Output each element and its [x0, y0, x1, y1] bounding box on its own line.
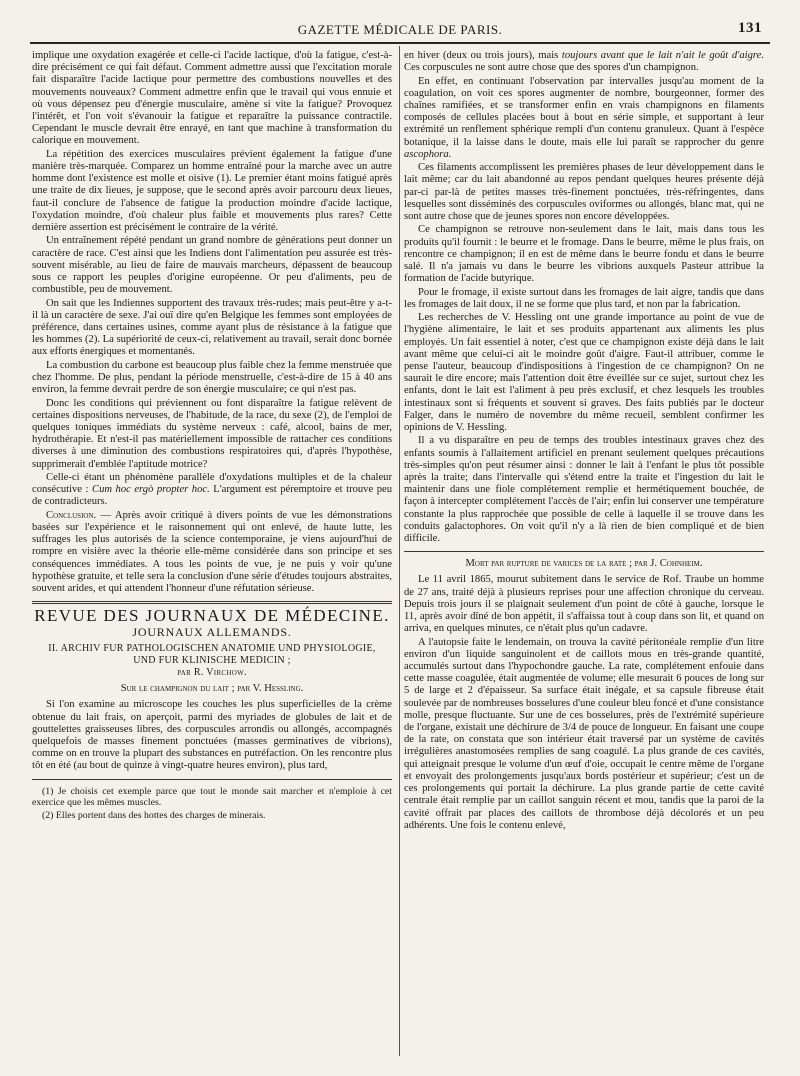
emphasis: toujours avant que le lait n'ait le goût d'aigre.: [561, 50, 765, 61]
paragraph: Ces filaments accomplissent les premières phases de leur développement dans le lait même; car du lait abandonné au repos pendant quelques heures présente déjà par-ci par-là de petites masses très-finement ponctuées, très-réfringentes, dans lesquelles sont disséminés des corpuscules oviformes ou allongés, blanc mat, qui ne sont autre chose que de jeunes spores non encore développées.: [404, 162, 764, 223]
journal-name-line: UND FUR KLINISCHE MEDICIN ;: [133, 654, 291, 666]
paragraph: [404, 76, 764, 161]
text-span: — Après avoir critiqué à divers points de vue les démonstrations basées sur l'expérience et le raisonnement qui ont enlevé, de haute lutte, les suffrages les plus autorisés de la science contemporaine, je viens aujourd'hui de rompre en visière avec la théorie elle-même considérée dans son principe et ses conséquences immédiates. A tous les points de vue, je ne puis y voir qu'une hypothèse gratuite, et telle sera la conclusion d'une série d'études toujours abstraites, souvent arides, et qui attendent l'honneur d'une réfutation sérieuse.: [32, 509, 392, 595]
section-divider: [404, 551, 764, 552]
paragraph: [32, 472, 392, 509]
paragraph: Si l'on examine au microscope les couches les plus superficielles de la crème obtenue du lait frais, on aperçoit, parmi des myriades de globules de lait et de gouttelettes graisseuses libres, des corpuscules arrondis ou allongés, accompagnés quelquefois de masses finement ponctuées (masses germinatives de vibrions), comme on en trouve la plupart des substances en putréfaction. On les rencontre plus tôt en été (au bout de quinze à vingt-quatre heures environ), plus tard,: [32, 699, 392, 772]
text-span: Ces corpuscules ne sont autre chose que des spores d'un champignon.: [404, 62, 699, 74]
paragraph: Un entraînement répété pendant un grand nombre de générations peut donner un caractère de race. C'est ainsi que les Indiens dont l'alimentation peu assurée est très-souvent misérable, au lieu de faire de mauvais marcheurs, dépassent de beaucoup sous ce rapport les peuples d'origine européenne. Or peu d'aliments, peu de combustible, peu de mouvement.: [32, 235, 392, 296]
latin-phrase: Cum hoc ergò propter hoc.: [92, 484, 210, 496]
text-span: Celle-ci étant un phénomène parallèle d'oxydations multiples et de la chaleur consécutive :: [32, 472, 392, 496]
article-title: Sur le champignon du lait ; par V. Hessling.: [120, 683, 304, 695]
paragraph: La combustion du carbone est beaucoup plus faible chez la femme menstruée que chez l'homme. De plus, pendant la période menstruelle, c'est-à-dire de 15 à 40 ans environ, la femme devrait perdre de son énergie musculaire; ce qui n'est pas.: [32, 359, 392, 396]
journal-name-line: II. ARCHIV FUR PATHOLOGISCHEN ANATOMIE UND PHYSIOLOGIE,: [48, 642, 376, 654]
journal-title: GAZETTE MÉDICALE DE PARIS.: [297, 22, 503, 37]
paragraph: Les recherches de V. Hessling ont une grande importance au point de vue de l'hygiène alimentaire, le lait et ses produits appartenant aux aliments les plus employés. Un fait essentiel à noter, c'est que ce champignon existe déjà dans le lait avant même que celui-ci ait le moindre goût d'aigre. Faut-il attribuer, comme le pense l'auteur, beaucoup d'indispositions à l'ingestion de ce champignon? On ne saurait le dire encore; mais l'attention doit être éveillée sur ce sujet, surtout chez les enfants, dont le lait est l'aliment à peu près exclusif, et chez lesquels les troubles intestinaux sont si fréquents et souvent si graves. Des faits publiés par le docteur Falger, dans le numéro de novembre du même recueil, semblent confirmer les opinions de V. Hessling.: [404, 312, 764, 434]
paragraph: Il a vu disparaître en peu de temps des troubles intestinaux graves chez des enfants soumis à l'allaitement artificiel en prenant seulement quelques précautions très-simples qu'on peut résumer ainsi : donner le lait à l'enfant le plus tôt possible après la traite; dans l'intervalle qui s'étend entre la traite et l'ingestion du lait le maintenir dans une fiole complétement remplie et hermétiquement bouchée, de façon à intercepter complétement l'accès de l'air; enfin lui conserver une température constante la plus rapprochée que possible de celle à laquelle il se trouve dans les conduits galactophores. On voit qu'il n'y a là rien de bien compliqué et de bien difficile.: [404, 435, 764, 545]
paragraph: Ce champignon se retrouve non-seulement dans le lait, mais dans tous les produits qu'il fournit : le beurre et le fromage. Dans le beurre, même le plus frais, on rencontre ce champignon; il en est de même dans le beurre fondu et dans le beurre salé. Il n'a jamais vu dans le beurre les vibrions auxquels Pasteur attribue la formation de l'acide butyrique.: [404, 224, 764, 285]
paragraph: Le 11 avril 1865, mourut subitement dans le service de Rof. Traube un homme de 27 ans, traité déjà à plusieurs reprises pour une affection chronique du cerveau. Depuis trois jours il se plaignait seulement d'un point de côté à gauche, lorsque le 11, après avoir dîné de bon appétit, il s'affaissa tout à coup dans son lit, et quand on arriva, en quelques minutes, ce n'était plus qu'un cadavre.: [404, 574, 764, 635]
page-number: 131: [738, 20, 762, 36]
left-column: [32, 50, 392, 822]
journal-name: [32, 643, 392, 680]
paragraph: Pour le fromage, il existe surtout dans les fromages de lait aigre, tandis que dans les fromages de lait doux, il ne se forme que plus tard, et non par la fabrication.: [404, 286, 764, 310]
text-span: en hiver (deux ou trois jours), mais: [404, 50, 559, 61]
text-span: L'argument est péremptoire et trouve peu de contradicteurs.: [32, 484, 392, 508]
paragraph: Donc les conditions qui préviennent ou font disparaître la fatigue relèvent de certaines dispositions nerveuses, de l'habitude, de la race, du sexe (2), de l'emploi de quelques toniques immédiats du système nerveux : café, alcool, bains de mer, hydrothérapie. Et n'est-il pas matériellement impossible de rattacher ces conditions diverses à une diminution des combustions respiratoires qui, d'après l'hypothèse, supprimerait d'emblée l'aptitude motrice?: [32, 397, 392, 470]
paragraph: implique une oxydation exagérée et celle-ci l'acide lactique, d'où la fatigue, c'est-à-dire précisément ce qui fait défaut. Comment admettre aussi que l'excitation morale fait disparaître l'acide lactique pour permettre des combustions nouvelles et des mouvements nouveaux? Comment admettre enfin que le travail qui vous ennuie et où vous dépensez peu d'énergie musculaire, amène si vite la fatigue? Provoquez l'intérêt, et l'on voit s'évanouir la fatigue et reparaître la puissance contractile. Cependant le muscle devrait être enrayé, en tant que machine à transformation du calorique en mouvement.: [32, 50, 392, 147]
section-divider: [32, 601, 392, 604]
column-divider: [399, 46, 400, 1056]
paragraph: La répétition des exercices musculaires prévient également la fatigue d'une manière très-marquée. Comparez un homme entraîné pour la marche avec un autre homme dont l'existence est molle et oisive (1). Le premier étant moins fatigué après une traite de dix lieues, je suppose, que le second après avoir parcouru deux lieues, faut-il conclure de l'absence de fatigue la production moindre d'acide lactique, l'oxydation moindre, d'où chaleur plus faible et mouvements plus rares? Cette dernière assertion est précisément le contraire de la vérité.: [32, 148, 392, 234]
right-column: [404, 50, 764, 833]
text-span: En effet, en continuant l'observation par intervalles jusqu'au moment de la coagulation, on voit ces spores augmenter de nombre, bourgeonner, former des chaînes ramifiées, et se transformer enfin en vrais champignons en filaments composés de cellules placées bout à bout en série simple, et supportant à leur extrémité un renflement sphérique rempli d'un contenu granuleux. Quant à l'espèce botanique, il la laisse dans le doute, mais elle lui paraît se rapprocher du genre: [404, 75, 764, 148]
paragraph: [404, 50, 764, 74]
footnote-divider: [32, 779, 392, 780]
paragraph: A l'autopsie faite le lendemain, on trouva la cavité péritonéale remplie d'un litre environ d'un liquide sanguinolent et de caillots mous en très-grande quantité, accumulés surtout dans l'hypochondre gauche. La rate, complétement enfouie dans cette masse coagulée, était augmentée de volume; elle mesurait 6 pouces de long sur 5 de large et 2 d'épaisseur. Sa surface était inégale, et sa capsule fibreuse était soulevée par de nombreuses bosselures d'une couleur bleu foncé et d'une consistance molle, presque fluctuante. Sur une de ces bosselures, près de l'extrémité supérieure de l'organe, existait une déchirure de 3/4 de pouce de longueur. En faisant une coupe de la rate, on constata que son intérieur était traversé par un système de cavités irrégulières anastomosées remplies de sang coagulé. La plus grande de ces cavités, qui atteignait presque le volume d'un œuf d'oie, occupait le centre même de l'organe et envoyait des prolongements jusqu'aux bords postérieur et supérieur; c'est un de ces prolongements qui portait la déchirure. La plus grande partie de cette cavité centrale était remplie par un caillot sanguin récent et mou, tandis que la paroi de la cavité offrait par places des caillots de thrombose déjà décolorés et un peu adhérents. Une fois le contenu enlevé,: [404, 636, 764, 831]
footnote: (2) Elles portent dans des hottes des charges de minerais.: [42, 809, 266, 821]
conclusion-paragraph: [32, 510, 392, 595]
conclusion-label: Conclusion.: [46, 509, 97, 521]
section-title: REVUE DES JOURNAUX DE MÉDECINE.: [34, 606, 390, 626]
journal-editor: par R. Virchow.: [177, 667, 247, 679]
footnote: (1) Je choisis cet exemple parce que tout le monde sait marcher et n'emploie à cet exercice que les mêmes muscles.: [32, 785, 392, 809]
paragraph: On sait que les Indiennes supportent des travaux très-rudes; mais peut-être y a-t-il là un caractère de sexe. J'ai ouï dire qu'en Belgique les femmes sont employées de préférence, dans certaines usines, comme ayant plus de résistance à la fatigue que les hommes (2). La supériorité de ceux-ci, relativement au travail, serait donc bornée aux efforts énergiques et momentanés.: [32, 297, 392, 358]
section-subtitle: JOURNAUX ALLEMANDS.: [132, 625, 292, 640]
page-header: [30, 20, 770, 44]
article-title: Mort par rupture de varices de la rate ; par J. Cohnheim.: [465, 558, 703, 570]
emphasis: ascophora.: [404, 148, 452, 160]
